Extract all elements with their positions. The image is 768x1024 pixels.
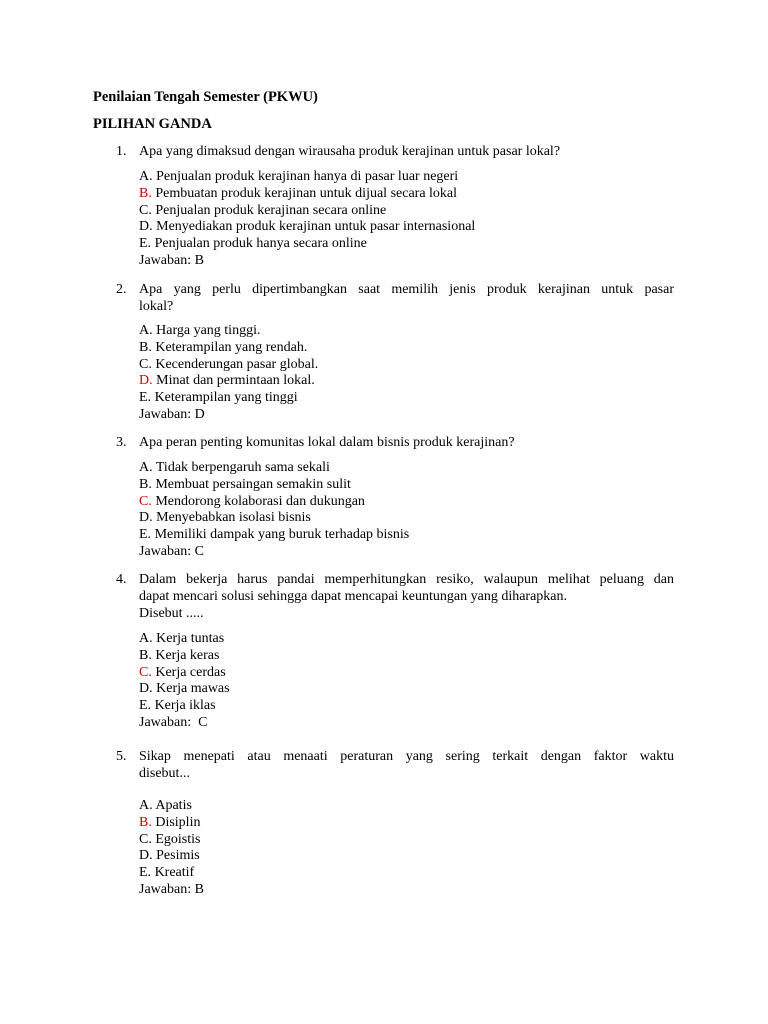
option-letter: D. [139, 681, 153, 697]
option-letter: D. [139, 848, 153, 864]
option-item [139, 169, 679, 186]
option-text: Mendorong kolaborasi dan dukungan [151, 493, 365, 509]
option-letter: A. [139, 798, 153, 813]
option-item [139, 373, 679, 390]
option-list [139, 323, 679, 424]
option-text: Egoistis [151, 831, 201, 847]
option-letter: E. [139, 390, 152, 406]
question-text-line: Apa yang dimaksud dengan wirausaha produk kerajinan untuk pasar lokal? [139, 144, 561, 159]
option-text: Kecenderungan pasar global. [151, 356, 319, 372]
option-letter: B. [139, 647, 152, 663]
option-text: Kerja cerdas [151, 664, 226, 680]
option-item [139, 203, 679, 220]
question-number: 5. [116, 749, 127, 764]
option-letter: C. [139, 493, 152, 509]
option-letter: E. [139, 236, 152, 252]
option-item [139, 648, 679, 665]
question-text [139, 143, 674, 160]
option-text: Kerja mawas [152, 681, 230, 697]
option-text: Penjualan produk hanya secara online [151, 236, 367, 252]
option-letter: E. [139, 527, 152, 543]
option-item [139, 815, 679, 832]
option-item [139, 460, 679, 477]
option-text: Memiliki dampak yang buruk terhadap bisnis [151, 527, 410, 543]
question-text-line: Dalam bekerja harus pandai memperhitungkan resiko, walaupun melihat peluang dan [139, 572, 674, 587]
option-letter: B. [139, 814, 152, 830]
option-text: Kerja iklas [151, 698, 216, 714]
option-item [139, 848, 679, 865]
option-list [139, 798, 679, 899]
question-text [139, 571, 674, 622]
option-list [139, 460, 679, 561]
option-text: Kerja tuntas [152, 631, 225, 646]
option-item [139, 527, 679, 544]
option-text: Harga yang tinggi. [152, 323, 261, 338]
option-letter: B. [139, 339, 152, 355]
option-item [139, 698, 679, 715]
option-letter: C. [139, 664, 152, 680]
option-item [139, 323, 679, 340]
section-title: PILIHAN GANDA [93, 116, 212, 132]
option-letter: E. [139, 865, 152, 881]
option-item [139, 494, 679, 511]
option-item [139, 798, 679, 815]
option-letter: A. [139, 460, 153, 475]
option-text: Kerja keras [151, 647, 220, 663]
answer-key: Jawaban: D [139, 406, 205, 422]
option-letter: A. [139, 323, 153, 338]
question-text-line: Disebut ..... [139, 606, 204, 621]
option-text: Keterampilan yang rendah. [151, 339, 308, 355]
question-text [139, 434, 674, 451]
option-text: Apatis [152, 798, 192, 813]
option-text: Pembuatan produk kerajinan untuk dijual secara lokal [151, 185, 458, 201]
option-text: Menyebabkan isolasi bisnis [152, 510, 311, 526]
option-letter: D. [139, 373, 153, 389]
option-letter: D. [139, 219, 153, 235]
question-text-line: dapat mencari solusi sehingga dapat mencapai keuntungan yang diharapkan. [139, 589, 568, 604]
answer-key: Jawaban: B [139, 881, 204, 897]
answer-key: Jawaban: B [139, 252, 204, 268]
document-title: Penilaian Tengah Semester (PKWU) [93, 89, 318, 105]
question-number: 3. [116, 435, 127, 450]
question-text-line: disebut... [139, 766, 190, 781]
option-list [139, 631, 679, 732]
option-text: Keterampilan yang tinggi [151, 390, 298, 406]
option-text: Disiplin [151, 814, 201, 830]
question-number: 4. [116, 572, 127, 587]
option-item [139, 477, 679, 494]
option-item [139, 865, 679, 882]
option-letter: C. [139, 202, 152, 218]
option-item [139, 665, 679, 682]
question-text [139, 748, 674, 782]
question-text-line: Apa yang perlu dipertimbangkan saat memilih jenis produk kerajinan untuk pasar [139, 282, 674, 297]
option-letter: B. [139, 185, 152, 201]
option-text: Menyediakan produk kerajinan untuk pasar internasional [152, 219, 476, 235]
option-letter: A. [139, 631, 153, 646]
option-item [139, 219, 679, 236]
option-text: Pesimis [152, 848, 200, 864]
question-number: 2. [116, 282, 127, 297]
option-text: Tidak berpengaruh sama sekali [152, 460, 330, 475]
option-item [139, 357, 679, 374]
option-item [139, 510, 679, 527]
option-text: Penjualan produk kerajinan hanya di pasar luar negeri [152, 169, 459, 184]
option-letter: D. [139, 510, 153, 526]
option-text: Membuat persaingan semakin sulit [151, 476, 351, 492]
option-text: Minat dan permintaan lokal. [152, 373, 315, 389]
option-letter: B. [139, 476, 152, 492]
answer-key: Jawaban: C [139, 543, 204, 559]
option-letter: A. [139, 169, 153, 184]
option-list [139, 169, 679, 270]
question-text-line: Sikap menepati atau menaati peraturan yang sering terkait dengan faktor waktu [139, 749, 674, 764]
option-text: Kreatif [151, 865, 195, 881]
option-item [139, 681, 679, 698]
option-letter: C. [139, 356, 152, 372]
option-item [139, 236, 679, 253]
question-text [139, 281, 674, 315]
option-text: Penjualan produk kerajinan secara online [151, 202, 387, 218]
option-letter: C. [139, 831, 152, 847]
option-item [139, 832, 679, 849]
option-item [139, 186, 679, 203]
question-number: 1. [116, 144, 127, 159]
option-item [139, 631, 679, 648]
option-letter: E. [139, 698, 152, 714]
option-item [139, 390, 679, 407]
option-item [139, 340, 679, 357]
question-text-line: lokal? [139, 299, 174, 314]
answer-key: Jawaban: C [139, 714, 208, 730]
question-text-line: Apa peran penting komunitas lokal dalam bisnis produk kerajinan? [139, 435, 515, 450]
